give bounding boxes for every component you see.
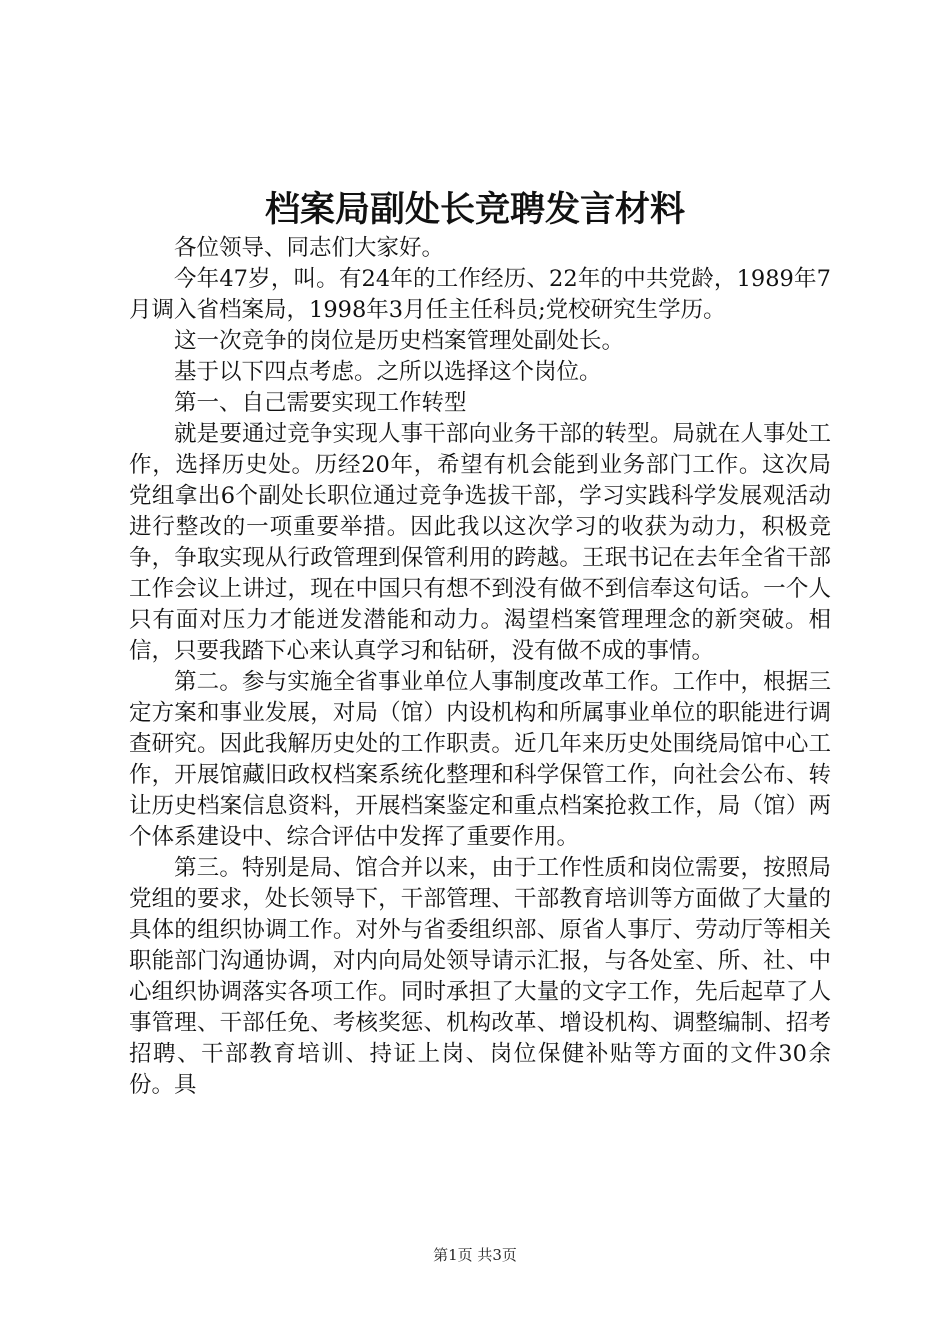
paragraph-second: 第二。参与实施全省事业单位人事制度改革工作。工作中，根据三定方案和事业发展，对局（馆）内设机构和所属事业单位的职能进行调查研究。因此我解历史处的工作职责。近几年来历史处围绕局馆中心工作，开展馆藏旧政权档案系统化整理和科学保管工作，向社会公布、转让历史档案信息资料，开展档案鉴定和重点档案抢救工作，局（馆）两个体系建设中、综合评估中发挥了重要作用。 xyxy=(129,669,831,850)
paragraph-heading-first: 第一、自己需要实现工作转型 xyxy=(174,390,467,416)
paragraph-position: 这一次竞争的岗位是历史档案管理处副处长。 xyxy=(174,328,625,354)
document-title: 档案局副处长竞聘发言材料 xyxy=(264,189,685,230)
paragraph-third: 第三。特别是局、馆合并以来，由于工作性质和岗位需要，按照局党组的要求，处长领导下，干部管理、干部教育培训等方面做了大量的具体的组织协调工作。对外与省委组织部、原省人事厅、劳动厅等相关职能部门沟通协调，对内向局处领导请示汇报，与各处室、所、社、中心组织协调落实各项工作。同时承担了大量的文字工作，先后起草了人事管理、干部任免、考核奖惩、机构改革、增设机构、调整编制、招考招聘、干部教育培训、持证上岗、岗位保健补贴等方面的文件30余份。具 xyxy=(129,855,831,1098)
paragraph-intro: 今年47岁，叫。有24年的工作经历、22年的中共党龄，1989年7月调入省档案局，1998年3月任主任科员;党校研究生学历。 xyxy=(129,266,831,323)
page-number-footer: 第1页 共3页 xyxy=(433,1246,517,1264)
paragraph-first-detail: 就是要通过竞争实现人事干部向业务干部的转型。局就在人事处工作，选择历史处。历经20年，希望有机会能到业务部门工作。这次局党组拿出6个副处长职位通过竞争选拔干部，学习实践科学发展观活动进行整改的一项重要举措。因此我以这次学习的收获为动力，积极竞争，争取实现从行政管理到保管利用的跨越。王珉书记在去年全省干部工作会议上讲过，现在中国只有想不到没有做不到信奉这句话。一个人只有面对压力才能迸发潜能和动力。渴望档案管理理念的新突破。相信，只要我踏下心来认真学习和钻研，没有做不成的事情。 xyxy=(129,421,831,664)
document-body xyxy=(129,233,831,1101)
paragraph-greeting: 各位领导、同志们大家好。 xyxy=(174,235,445,261)
paragraph-reasons: 基于以下四点考虑。之所以选择这个岗位。 xyxy=(174,359,602,385)
